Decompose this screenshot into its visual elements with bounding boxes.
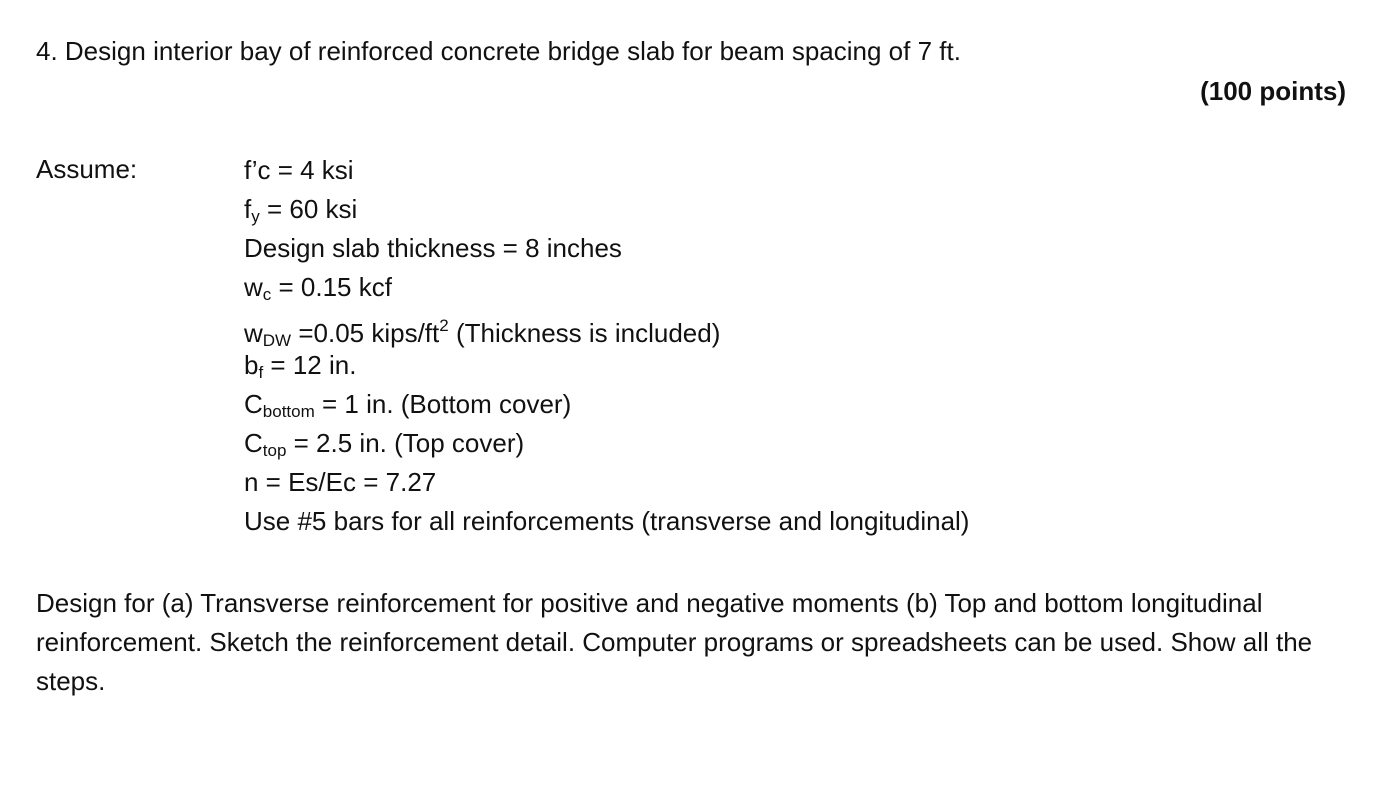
wdw-value: =0.05 kips/ft: [291, 318, 440, 348]
n-text: n = Es/Ec = 7.27: [244, 467, 437, 497]
bf-value: = 12 in.: [263, 350, 357, 380]
design-instructions: Design for (a) Transverse reinforcement for positive and negative moments (b) Top and bottom longitudinal reinforcement. Sketch the reinforcement detail. Computer programs or spreadsheets can be used. Show all the steps.: [36, 588, 1313, 696]
points-label: (100 points): [1200, 76, 1346, 106]
assumption-n: [244, 466, 969, 505]
wdw-note: (Thickness is included): [448, 318, 721, 348]
thickness-text: Design slab thickness = 8 inches: [244, 233, 622, 263]
cbottom-value: = 1 in. (Bottom cover): [314, 389, 572, 419]
ctop-value: = 2.5 in. (Top cover): [286, 428, 525, 458]
wc-subscript: c: [262, 285, 272, 304]
assumption-wc: [244, 271, 969, 310]
bars-text: Use #5 bars for all reinforcements (transverse and longitudinal): [244, 506, 970, 536]
wdw-superscript: 2: [439, 316, 449, 335]
ctop-subscript: top: [262, 441, 287, 460]
assumption-bf: [244, 349, 969, 388]
assumption-ctop: [244, 427, 969, 466]
assumption-fy: [244, 193, 969, 232]
assumption-cbottom: [244, 388, 969, 427]
wc-value: = 0.15 kcf: [271, 272, 392, 302]
fy-base: f: [244, 194, 252, 224]
cbottom-base: C: [244, 389, 263, 419]
fy-value: = 60 ksi: [259, 194, 358, 224]
assumption-list: [244, 154, 969, 544]
wdw-base: w: [244, 318, 263, 348]
fy-subscript: y: [251, 207, 260, 226]
ctop-base: C: [244, 428, 263, 458]
fc-text: f’c = 4 ksi: [244, 155, 354, 185]
cbottom-subscript: bottom: [262, 402, 315, 421]
assume-label: Assume:: [36, 154, 138, 184]
assumption-bars: [244, 505, 969, 544]
wdw-subscript: DW: [262, 331, 292, 350]
question-title: 4. Design interior bay of reinforced concrete bridge slab for beam spacing of 7 ft.: [36, 36, 961, 66]
bf-subscript: f: [258, 363, 264, 382]
assumption-fc: [244, 154, 969, 193]
bf-base: b: [244, 350, 259, 380]
assumption-wdw: [244, 310, 969, 349]
assumption-thickness: [244, 232, 969, 271]
wc-base: w: [244, 272, 263, 302]
